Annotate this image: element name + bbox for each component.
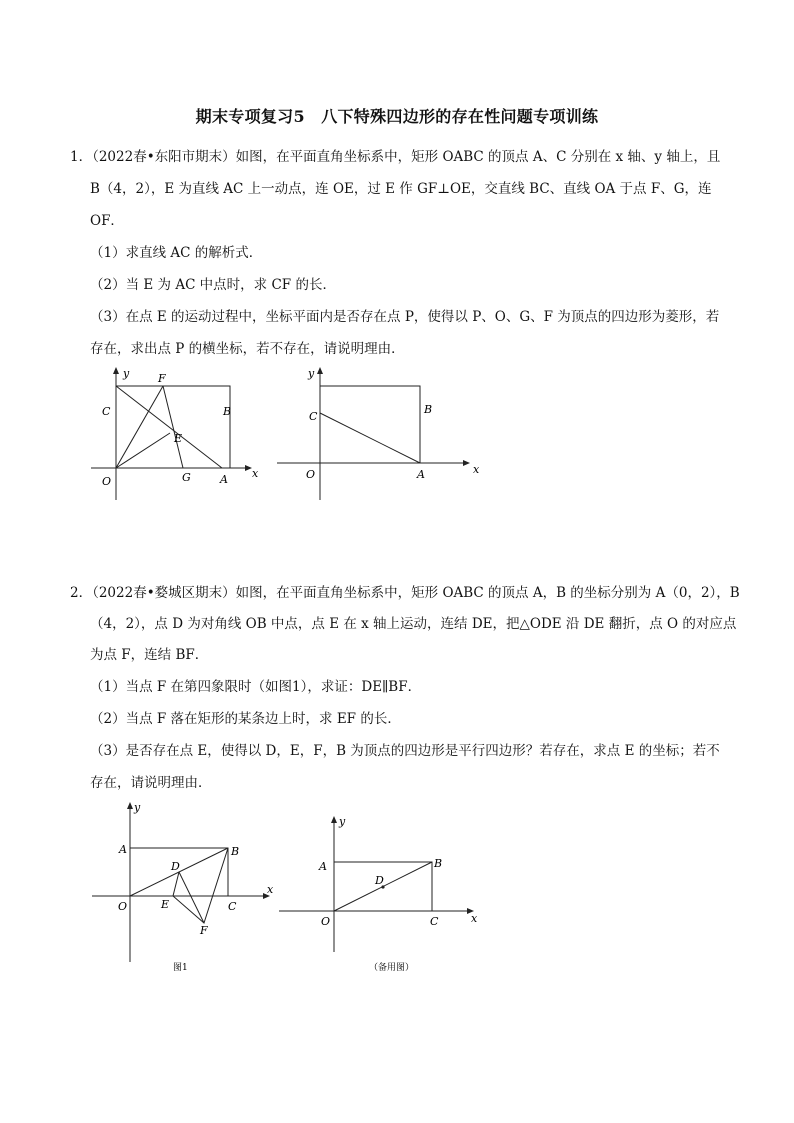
problem2-question3-cont: 存在，请说明理由． (90, 775, 212, 791)
segment-oe (116, 433, 170, 468)
problem1-question3-cont: 存在，求出点 P 的横坐标，若不存在，请说明理由． (90, 341, 405, 357)
label-y: y (339, 815, 346, 828)
label-e: E (161, 898, 170, 911)
diagonal-ca (116, 386, 222, 468)
label-e: E (174, 432, 183, 445)
problem2-question3: （3）是否存在点 E，使得以 D，E，F，B 为顶点的四边形是平行四边形？若存在，求点 E 的坐标；若不 (90, 743, 720, 759)
diagonal-ca (320, 413, 420, 463)
label-d: D (375, 874, 384, 887)
rectangle-oabc (320, 386, 420, 463)
label-c: C (309, 410, 318, 423)
segment-df (179, 872, 204, 923)
label-a: A (417, 468, 425, 481)
label-y: y (123, 367, 130, 380)
label-b: B (424, 403, 433, 416)
label-y: y (308, 367, 315, 380)
segment-fg (163, 386, 183, 468)
label-b: B (434, 857, 443, 870)
label-f: F (200, 924, 208, 937)
label-o: O (102, 475, 112, 488)
label-g: G (182, 471, 191, 484)
label-b: B (231, 845, 240, 858)
label-x: x (267, 883, 274, 896)
problem1-line2: B（4，2），E 为直线 AC 上一动点，连 OE，过 E 作 GF⊥OE，交直线 BC、直线 OA 于点 F、G，连 (90, 181, 712, 197)
label-a: A (220, 473, 228, 486)
problem2-line1: 2．（2022春•婺城区期末）如图，在平面直角坐标系中，矩形 OABC 的顶点 A，B 的坐标分别为 A（0，2），B (70, 585, 740, 601)
label-x: x (252, 467, 259, 480)
x-axis-arrow (463, 460, 470, 466)
problem2-figure1 (110, 800, 285, 980)
problem1-line1: 1．（2022春•东阳市期末）如图，在平面直角坐标系中，矩形 OABC 的顶点 A、C 分别在 x 轴、y 轴上，且 (70, 149, 721, 165)
page-title: 期末专项复习5 八下特殊四边形的存在性问题专项训练 (195, 107, 599, 126)
y-axis-arrow (331, 816, 337, 823)
label-a: A (119, 843, 127, 856)
problem2-figure2 (275, 812, 490, 977)
y-axis-arrow (113, 367, 119, 374)
label-x: x (471, 912, 478, 925)
problem1-line3: OF． (90, 213, 124, 229)
label-f: F (158, 372, 166, 385)
x-axis-arrow (245, 465, 252, 471)
label-a: A (319, 860, 327, 873)
label-o: O (118, 900, 128, 913)
label-x: x (473, 463, 480, 476)
figure-caption: （备用图） (369, 963, 415, 973)
problem2-question2: （2）当点 F 落在矩形的某条边上时，求 EF 的长． (90, 711, 401, 727)
problem2-line3: 为点 F，连结 BF． (90, 647, 209, 663)
label-c: C (430, 915, 439, 928)
label-c: C (102, 405, 111, 418)
figure-caption: 图1 (173, 963, 188, 973)
label-c: C (228, 900, 237, 913)
label-b: B (223, 405, 232, 418)
problem2-question1: （1）当点 F 在第四象限时（如图1），求证：DE∥BF． (90, 679, 422, 695)
y-axis-arrow (127, 802, 133, 809)
problem2-line2: （4，2），点 D 为对角线 OB 中点，点 E 在 x 轴上运动，连结 DE，把△ODE 沿 DE 翻折，点 O 的对应点 (90, 616, 737, 632)
label-o: O (321, 915, 331, 928)
label-o: O (306, 468, 316, 481)
problem1-figure2 (275, 365, 485, 505)
y-axis-arrow (317, 367, 323, 374)
problem1-figure1 (85, 365, 265, 505)
problem1-question2: （2）当 E 为 AC 中点时，求 CF 的长． (90, 277, 336, 293)
fold-triangle (173, 848, 228, 923)
label-y: y (134, 801, 141, 814)
segment-of (116, 386, 163, 468)
label-d: D (171, 860, 180, 873)
problem1-question3: （3）在点 E 的运动过程中，坐标平面内是否存在点 P，使得以 P、O、G、F 为顶点的四边形为菱形，若 (90, 309, 720, 325)
problem1-question1: （1）求直线 AC 的解析式． (90, 245, 263, 261)
